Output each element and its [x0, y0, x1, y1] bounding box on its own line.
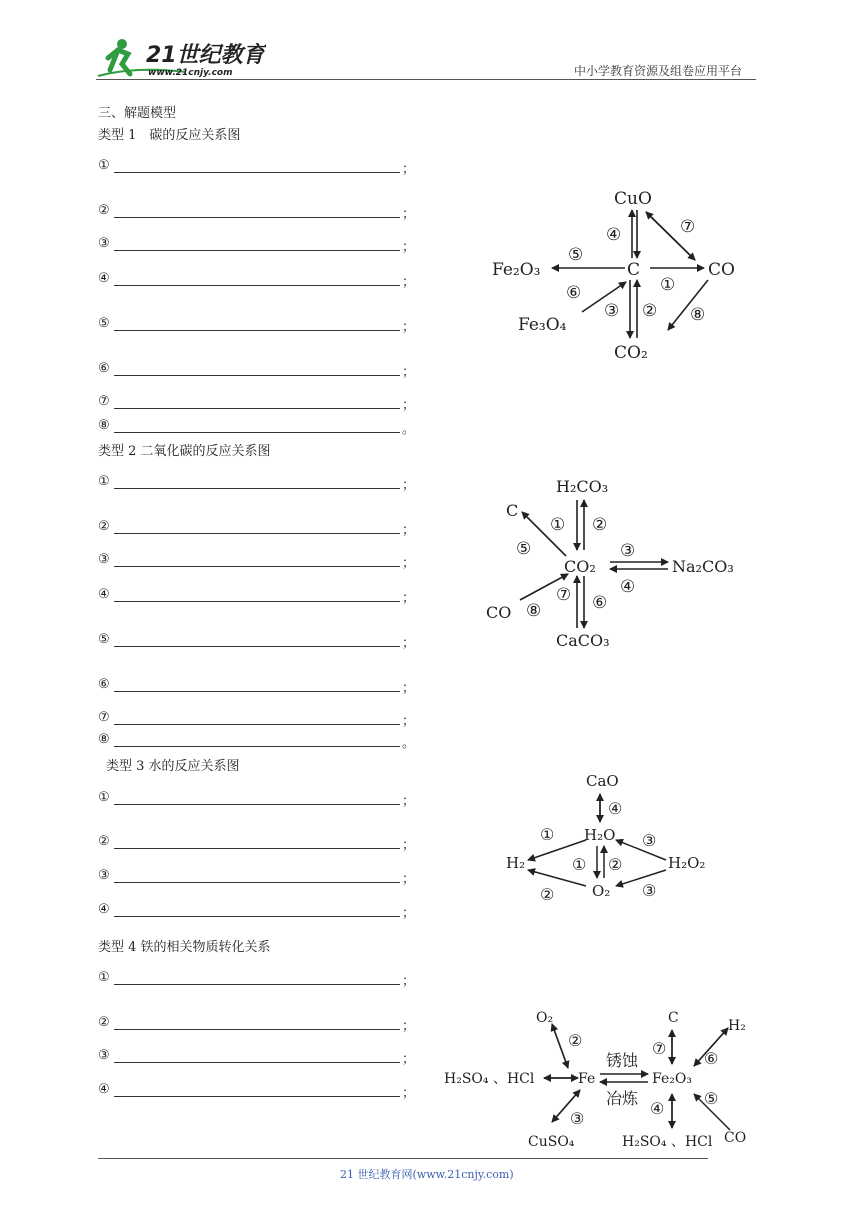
answer-blank[interactable] — [114, 848, 400, 849]
answer-blank[interactable] — [114, 601, 400, 602]
node-na2co3: Na₂CO₃ — [672, 557, 734, 576]
node-fe2o3: Fe₂O₃ — [652, 1071, 692, 1087]
node-c: C — [627, 260, 641, 280]
answer-blank[interactable] — [114, 533, 400, 534]
answer-blank[interactable] — [114, 984, 400, 985]
answer-blank[interactable] — [114, 746, 400, 747]
node-h2o2: H₂O₂ — [668, 854, 706, 872]
label-4: ④ — [606, 225, 622, 245]
footer-divider — [98, 1158, 708, 1159]
section-title: 三、解题模型 — [98, 106, 177, 121]
node-cao: CaO — [586, 772, 619, 790]
label-3-bottom: ③ — [642, 881, 657, 900]
node-co: CO — [724, 1130, 747, 1146]
node-o2: O₂ — [592, 882, 611, 900]
node-caco3: CaCO₃ — [556, 631, 610, 650]
node-co2: CO₂ — [564, 557, 596, 576]
label-5: ⑤ — [704, 1089, 719, 1108]
carbon-reaction-diagram — [480, 180, 750, 370]
answer-blank[interactable] — [114, 172, 400, 173]
type3-title: 类型 3 水的反应关系图 — [106, 759, 240, 774]
label-4: ④ — [620, 577, 636, 597]
label-2-bottom: ② — [540, 885, 555, 904]
node-h2: H₂ — [506, 854, 526, 872]
node-cuo: CuO — [614, 189, 652, 209]
answer-blank[interactable] — [114, 375, 400, 376]
label-6: ⑥ — [592, 593, 608, 613]
label-5: ⑤ — [516, 539, 532, 559]
answer-blank[interactable] — [114, 1029, 400, 1030]
node-c: C — [668, 1010, 679, 1026]
type1-title: 类型 1 碳的反应关系图 — [98, 128, 241, 143]
label-1-mid: ① — [572, 855, 587, 874]
label-smelt: 冶炼 — [606, 1089, 639, 1108]
node-cuso4: CuSO₄ — [528, 1134, 575, 1150]
node-h2o: H₂O — [584, 826, 616, 844]
answer-blank[interactable] — [114, 250, 400, 251]
type4-title: 类型 4 铁的相关物质转化关系 — [98, 940, 271, 955]
node-fe2o3: Fe₂O₃ — [492, 260, 541, 280]
footer-link[interactable]: 21 世纪教育网(www.21cnjy.com) — [340, 1168, 514, 1181]
label-2: ② — [642, 301, 658, 321]
label-8: ⑧ — [526, 601, 542, 621]
label-2: ② — [568, 1031, 583, 1050]
label-6: ⑥ — [704, 1049, 719, 1068]
node-fe: Fe — [578, 1071, 596, 1087]
water-reaction-diagram — [500, 770, 720, 906]
label-4: ④ — [650, 1099, 665, 1118]
label-5: ⑤ — [568, 245, 584, 265]
label-1-top: ① — [540, 825, 555, 844]
label-1: ① — [550, 515, 566, 535]
answer-blank[interactable] — [114, 432, 400, 433]
answer-blank[interactable] — [114, 646, 400, 647]
node-fe3o4: Fe₃O₄ — [518, 315, 567, 335]
platform-name: 中小学教育资源及组卷应用平台 — [574, 64, 743, 78]
node-acid-left: H₂SO₄ 、HCl — [444, 1071, 535, 1087]
label-3: ③ — [604, 301, 620, 321]
label-2: ② — [592, 515, 608, 535]
label-rust: 锈蚀 — [606, 1051, 639, 1070]
answer-blank[interactable] — [114, 1062, 400, 1063]
label-2-mid: ② — [608, 855, 623, 874]
label-3-top: ③ — [642, 831, 657, 850]
answer-blank[interactable] — [114, 1096, 400, 1097]
node-co: CO — [486, 603, 512, 622]
label-3: ③ — [570, 1109, 585, 1128]
answer-blank[interactable] — [114, 566, 400, 567]
label-7: ⑦ — [652, 1039, 667, 1058]
answer-blank[interactable] — [114, 882, 400, 883]
answer-blank[interactable] — [114, 488, 400, 489]
label-7: ⑦ — [556, 585, 572, 605]
node-h2co3: H₂CO₃ — [556, 477, 609, 496]
type2-title: 类型 2 二氧化碳的反应关系图 — [98, 444, 271, 459]
header-divider — [96, 79, 756, 80]
answer-blank[interactable] — [114, 285, 400, 286]
answer-blank[interactable] — [114, 330, 400, 331]
node-h2: H₂ — [728, 1018, 746, 1034]
label-8: ⑧ — [690, 305, 706, 325]
iron-conversion-diagram — [440, 1004, 760, 1154]
node-acid-right: H₂SO₄ 、HCl — [622, 1134, 713, 1150]
answer-blank[interactable] — [114, 408, 400, 409]
node-co2: CO₂ — [614, 343, 648, 363]
node-co: CO — [708, 260, 735, 280]
answer-blank[interactable] — [114, 804, 400, 805]
logo-sub: www.21cnjy.com — [148, 68, 233, 78]
label-3: ③ — [620, 541, 636, 561]
answer-blank[interactable] — [114, 691, 400, 692]
node-o2: O₂ — [536, 1010, 554, 1026]
answer-blank[interactable] — [114, 916, 400, 917]
node-c: C — [506, 501, 519, 520]
label-6: ⑥ — [566, 283, 582, 303]
answer-blank[interactable] — [114, 724, 400, 725]
site-logo — [96, 36, 266, 80]
answer-blank[interactable] — [114, 217, 400, 218]
label-7: ⑦ — [680, 217, 696, 237]
label-1: ① — [660, 275, 676, 295]
logo-main: 21世纪教育 — [146, 43, 265, 68]
label-4: ④ — [608, 799, 623, 818]
co2-reaction-diagram — [480, 472, 750, 658]
